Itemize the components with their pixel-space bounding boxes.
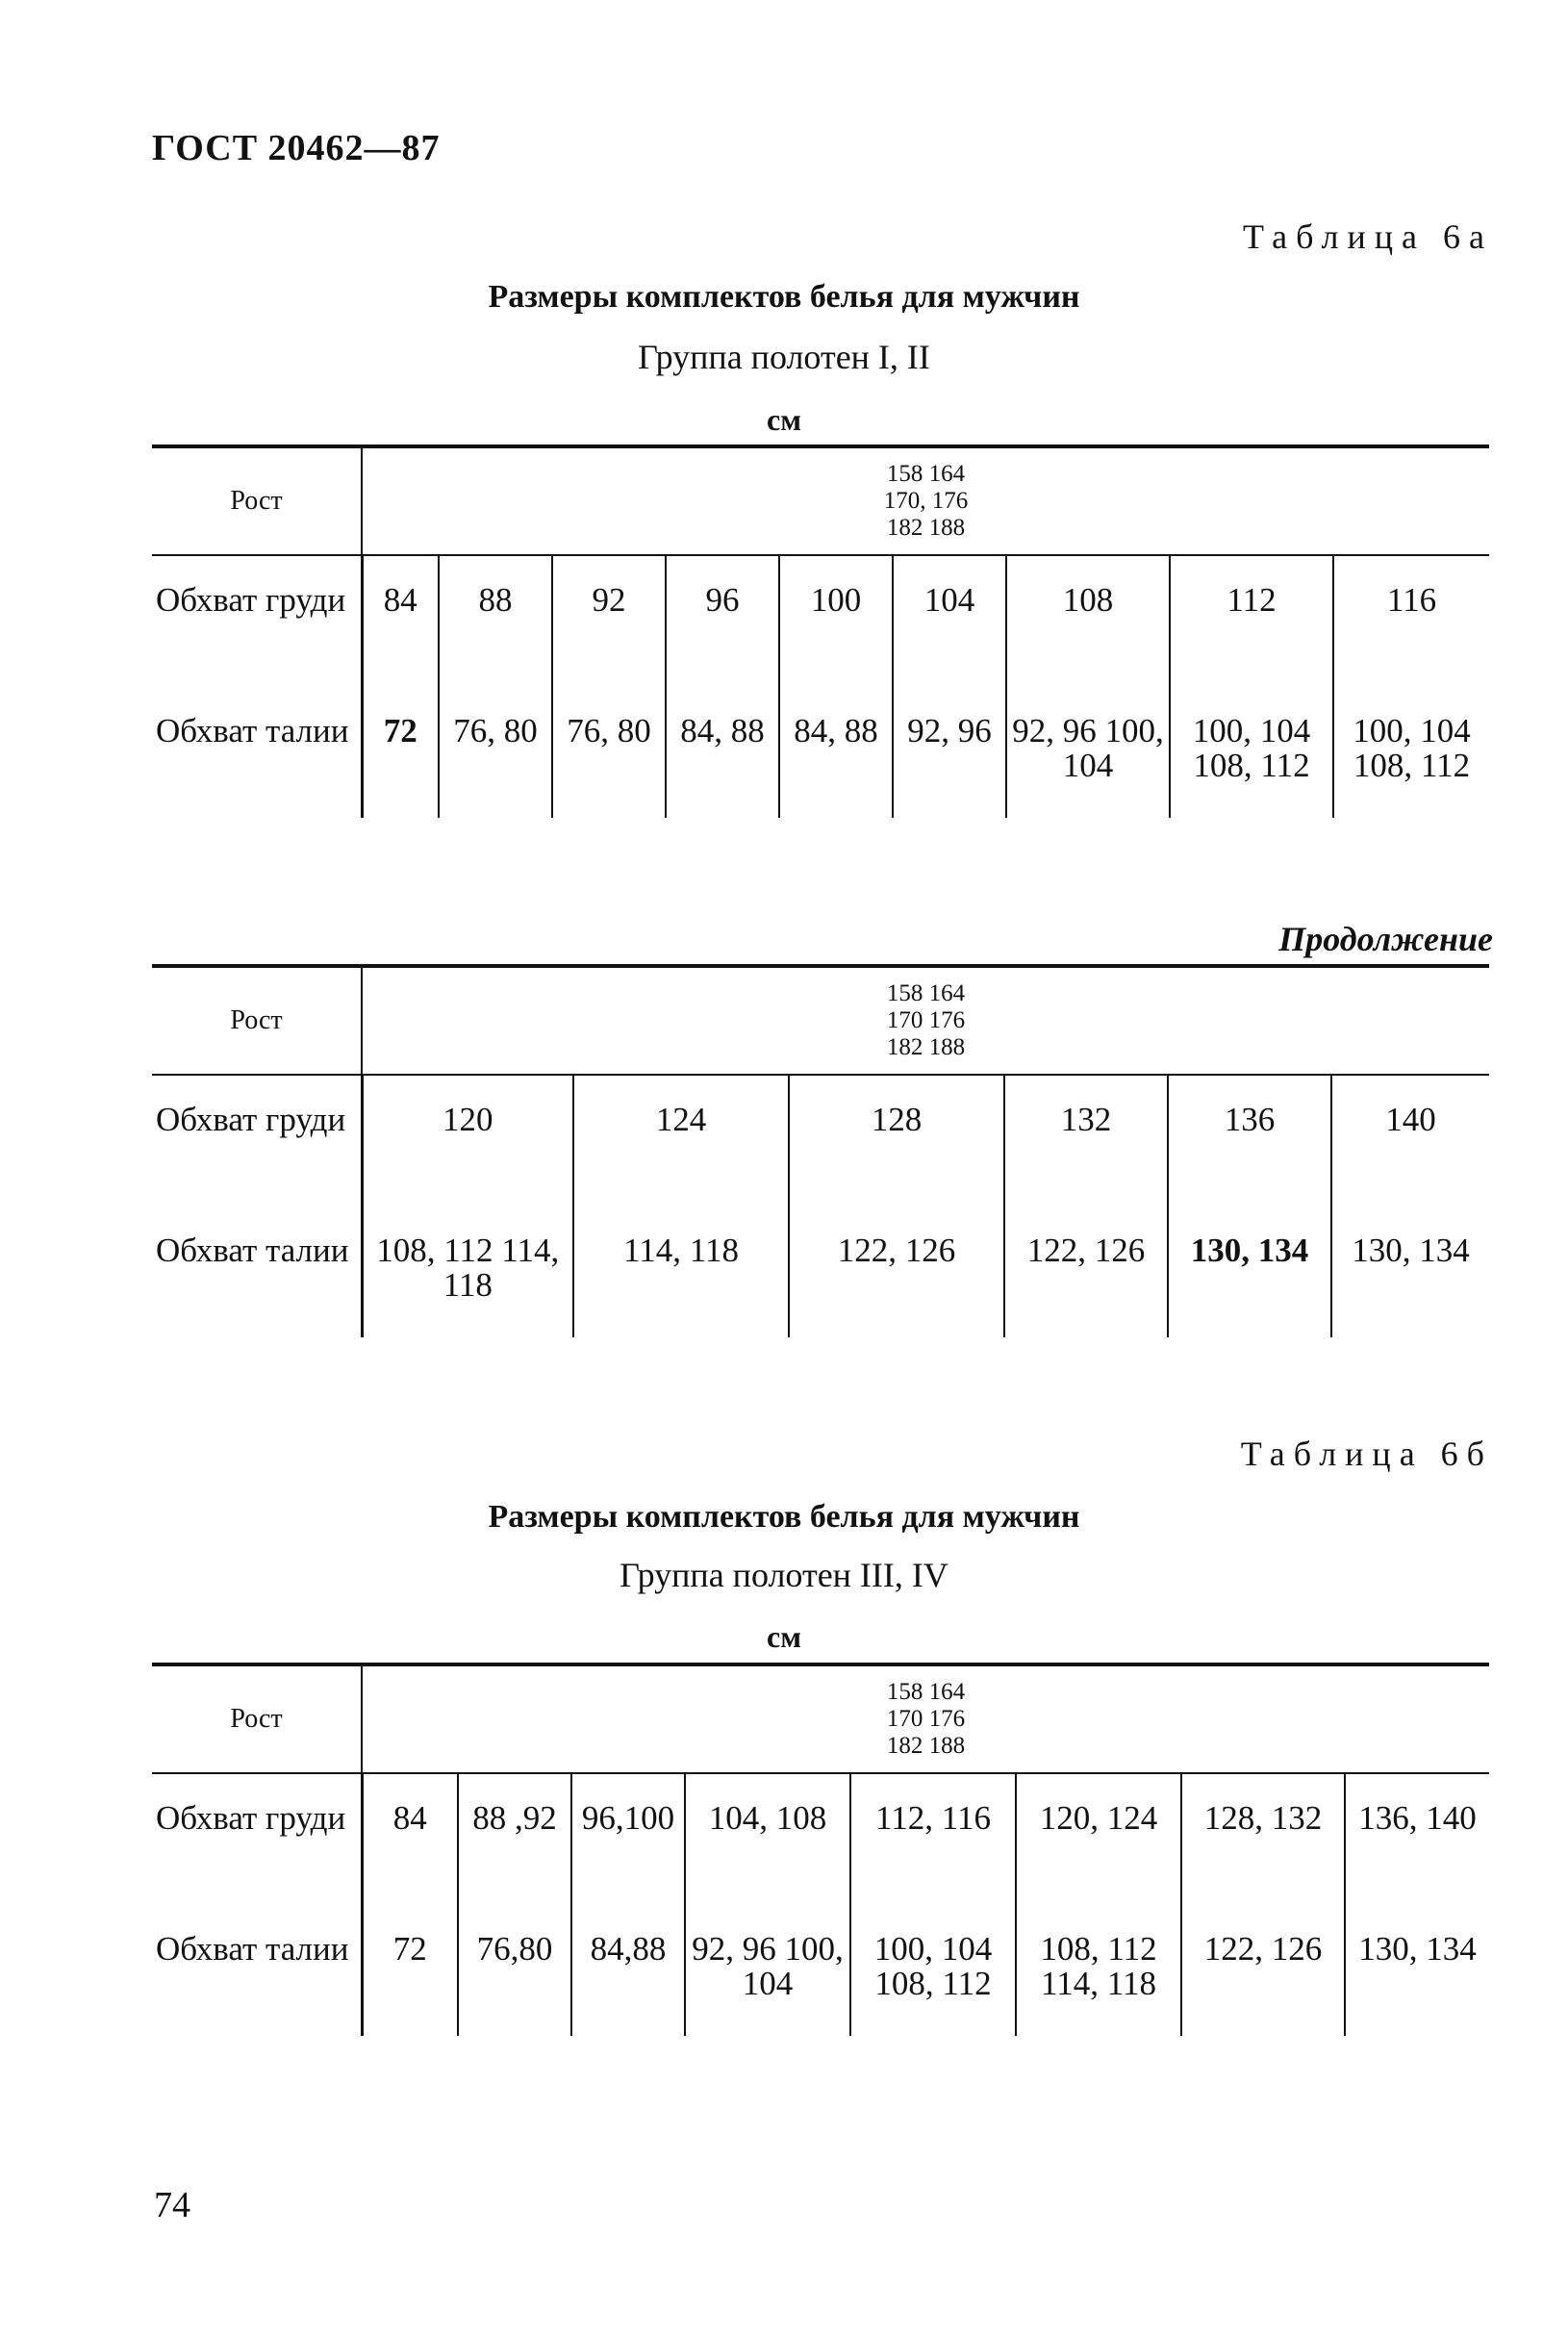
- chest-cell: 132: [1004, 1075, 1168, 1207]
- table-b-subtitle: Группа полотен III, IV: [620, 1556, 948, 1594]
- rost-value-line: 170, 176: [883, 488, 969, 514]
- waist-cell: 92, 96 100, 104: [685, 1905, 850, 2036]
- chest-cell: 84: [362, 1773, 458, 1905]
- chest-cell: 116: [1333, 555, 1489, 687]
- page-number: 74: [154, 2185, 190, 2225]
- chest-girth-label: Обхват груди: [156, 1101, 346, 1138]
- waist-cell: 92, 96 100, 104: [1006, 687, 1170, 818]
- rost-value-line: 182 188: [886, 1034, 966, 1060]
- waist-cell: 108, 112 114, 118: [362, 1207, 573, 1337]
- rost-values: [362, 1664, 1489, 1773]
- table-a-label: Таблица 6а: [1243, 217, 1493, 256]
- chest-cell: 136: [1168, 1075, 1331, 1207]
- chest-cell: 88: [439, 555, 552, 687]
- waist-cell: 72: [362, 687, 439, 818]
- waist-cell: 108, 112 114, 118: [1016, 1905, 1181, 2036]
- waist-girth-label: Обхват талии: [156, 1930, 349, 1968]
- rost-value-line: 158 164: [886, 461, 966, 487]
- table-a-title: Размеры комплектов белья для мужчин: [488, 279, 1080, 315]
- table-a-subtitle: Группа полотен I, II: [638, 338, 930, 376]
- rost-values: [362, 446, 1489, 555]
- waist-girth-label: Обхват талии: [156, 712, 349, 749]
- chest-cell: 100: [779, 555, 893, 687]
- size-table-b: [152, 1663, 1489, 2036]
- waist-cell: 100, 104 108, 112: [850, 1905, 1016, 2036]
- rost-value-line: 182 188: [886, 1733, 966, 1759]
- rost-label: Рост: [152, 1664, 362, 1773]
- continuation-label: Продолжение: [1278, 920, 1493, 958]
- rost-value-line: 170 176: [886, 1706, 966, 1732]
- chest-cell: 88 ,92: [458, 1773, 571, 1905]
- rost-value-line: 158 164: [886, 980, 966, 1006]
- waist-cell: 84, 88: [779, 687, 893, 818]
- rost-value-line: 170 176: [886, 1007, 966, 1033]
- waist-cell: 84,88: [571, 1905, 685, 2036]
- chest-cell: 92: [552, 555, 666, 687]
- chest-cell: 112: [1170, 555, 1333, 687]
- chest-cell: 140: [1331, 1075, 1489, 1207]
- waist-cell: 84, 88: [666, 687, 779, 818]
- chest-cell: 96: [666, 555, 779, 687]
- chest-cell: 120, 124: [1016, 1773, 1181, 1905]
- rost-label: Рост: [152, 446, 362, 555]
- waist-cell: 114, 118: [573, 1207, 789, 1337]
- waist-cell: 122, 126: [1181, 1905, 1345, 2036]
- table-b-title: Размеры комплектов белья для мужчин: [488, 1499, 1080, 1535]
- waist-cell: 100, 104 108, 112: [1170, 687, 1333, 818]
- waist-cell: 72: [362, 1905, 458, 2036]
- waist-cell: 76, 80: [552, 687, 666, 818]
- waist-girth-label: Обхват талии: [156, 1232, 349, 1269]
- waist-cell: 76, 80: [439, 687, 552, 818]
- chest-cell: 136, 140: [1345, 1773, 1489, 1905]
- chest-cell: 84: [362, 555, 439, 687]
- waist-cell: 76,80: [458, 1905, 571, 2036]
- waist-cell: 100, 104 108, 112: [1333, 687, 1489, 818]
- chest-cell: 120: [362, 1075, 573, 1207]
- chest-cell: 104: [893, 555, 1006, 687]
- chest-cell: 128: [789, 1075, 1004, 1207]
- size-table-a-continuation: [152, 964, 1489, 1337]
- waist-cell: 130, 134: [1168, 1207, 1331, 1337]
- chest-cell: 104, 108: [685, 1773, 850, 1905]
- waist-cell: 130, 134: [1345, 1905, 1489, 2036]
- standard-header: ГОСТ 20462—87: [152, 128, 441, 168]
- rost-value-line: 182 188: [886, 515, 966, 541]
- rost-label: Рост: [152, 966, 362, 1075]
- chest-cell: 128, 132: [1181, 1773, 1345, 1905]
- rost-value-line: 158 164: [886, 1679, 966, 1705]
- table-a-units: см: [767, 402, 801, 437]
- chest-cell: 108: [1006, 555, 1170, 687]
- table-b-units: см: [767, 1619, 801, 1654]
- waist-cell: 92, 96: [893, 687, 1006, 818]
- table-b-label: Таблица 6б: [1240, 1435, 1493, 1473]
- chest-cell: 112, 116: [850, 1773, 1016, 1905]
- chest-girth-label: Обхват груди: [156, 581, 346, 619]
- size-table-a: [152, 445, 1489, 818]
- rost-values: [362, 966, 1489, 1075]
- chest-cell: 96,100: [571, 1773, 685, 1905]
- waist-cell: 130, 134: [1331, 1207, 1489, 1337]
- chest-cell: 124: [573, 1075, 789, 1207]
- waist-cell: 122, 126: [789, 1207, 1004, 1337]
- waist-cell: 122, 126: [1004, 1207, 1168, 1337]
- chest-girth-label: Обхват груди: [156, 1799, 346, 1837]
